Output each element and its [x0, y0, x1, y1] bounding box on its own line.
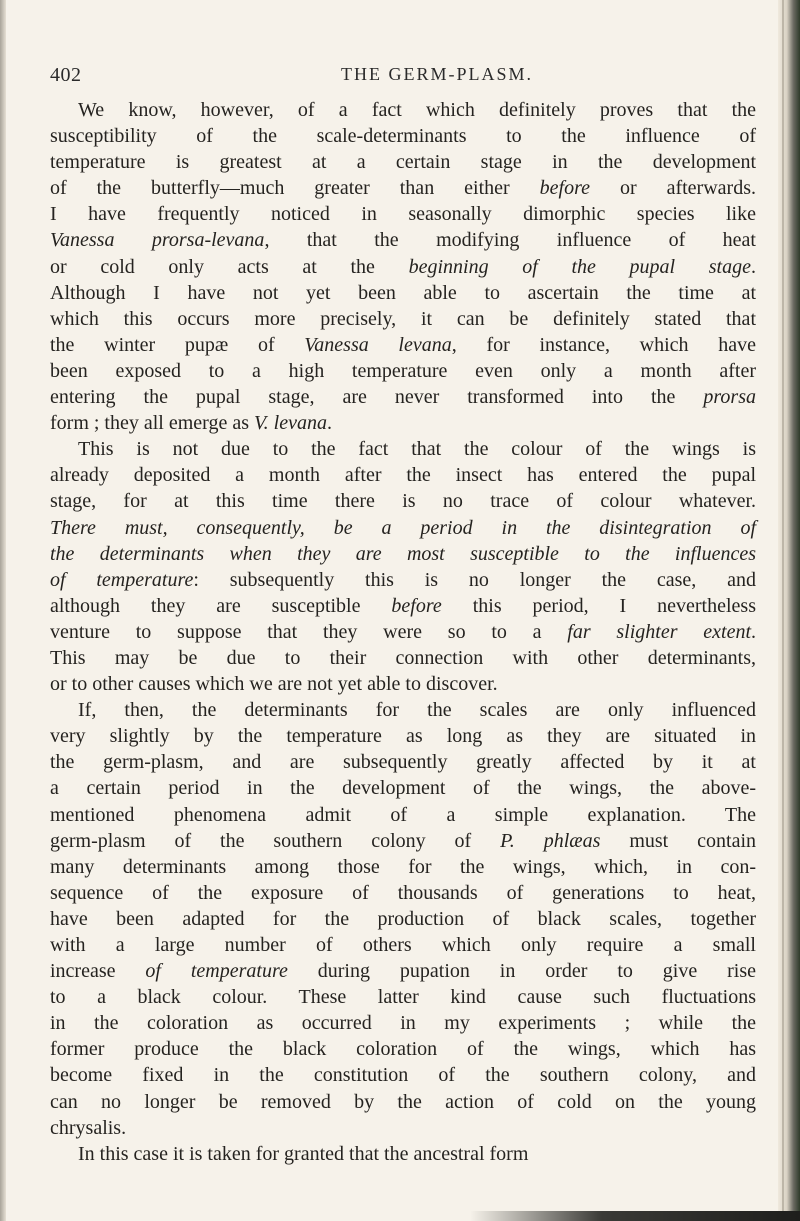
- text-line: Vanessa prorsa-levana, that the modifying influence of heat: [50, 229, 756, 252]
- paragraph: [50, 697, 756, 1141]
- text-line: increase of temperature during pupation in order to give rise: [50, 960, 756, 983]
- text-line: can no longer be removed by the action of cold on the young: [50, 1090, 756, 1113]
- text-line: form ; they all emerge as V. levana.: [50, 412, 332, 435]
- text-line: been exposed to a high temperature even only a month after: [50, 359, 756, 382]
- text-line: a certain period in the development of the wings, the above-: [50, 777, 756, 800]
- text-line: entering the pupal stage, are never transformed into the prorsa: [50, 386, 756, 409]
- text-line: the germ-plasm, and are subsequently greatly affected by it at: [50, 751, 756, 774]
- text-line: temperature is greatest at a certain stage in the development: [50, 151, 756, 174]
- text-line: very slightly by the temperature as long as they are situated in: [50, 725, 756, 748]
- page-number: 402: [50, 64, 82, 86]
- paragraph: [50, 1141, 756, 1167]
- text-line: have been adapted for the production of black scales, together: [50, 907, 756, 930]
- paragraph: [50, 436, 756, 697]
- text-line: Although I have not yet been able to ascertain the time at: [50, 281, 756, 304]
- text-line: to a black colour. These latter kind cause such fluctuations: [50, 986, 756, 1009]
- text-line: or to other causes which we are not yet able to discover.: [50, 673, 498, 696]
- page-left-edge: [0, 0, 6, 1221]
- text-line: This may be due to their connection with other determinants,: [50, 646, 756, 669]
- text-line: with a large number of others which only require a small: [50, 934, 756, 956]
- text-line: If, then, the determinants for the scales are only influenced: [78, 699, 756, 722]
- text-line: the determinants when they are most susceptible to the influences: [50, 542, 756, 565]
- text-line: This is not due to the fact that the colour of the wings is: [78, 438, 756, 461]
- text-line: become fixed in the constitution of the southern colony, and: [50, 1064, 756, 1087]
- body-text: [50, 97, 756, 1167]
- text-line: venture to suppose that they were so to a far slighter extent.: [50, 620, 757, 643]
- text-line: germ-plasm of the southern colony of P. phlæas must contain: [50, 829, 757, 852]
- paragraph: [50, 97, 756, 436]
- text-line: in the coloration as occurred in my experiments ; while the: [50, 1012, 756, 1035]
- page-bottom-curl: [470, 1211, 800, 1221]
- text-line: already deposited a month after the insect has entered the pupal: [50, 464, 756, 487]
- text-line: In this case it is taken for granted that the ancestral form: [78, 1142, 529, 1165]
- text-line: susceptibility of the scale-determinants to the influence of: [50, 125, 756, 148]
- text-line: many determinants among those for the wings, which, in con-: [50, 855, 756, 878]
- text-line: or cold only acts at the beginning of the pupal stage.: [50, 255, 756, 278]
- running-head: [50, 64, 750, 94]
- text-line: chrysalis.: [50, 1116, 127, 1139]
- text-line: although they are susceptible before this period, I nevertheless: [50, 594, 756, 617]
- text-line: We know, however, of a fact which definitely proves that the: [78, 99, 756, 121]
- text-line: of the butterfly—much greater than either before or afterwards.: [50, 177, 756, 200]
- text-line: former produce the black coloration of the wings, which has: [50, 1038, 756, 1061]
- text-line: sequence of the exposure of thousands of generations to heat,: [50, 881, 756, 904]
- book-spine-line: [782, 0, 784, 1221]
- running-title: THE GERM-PLASM.: [341, 64, 534, 84]
- text-line: which this occurs more precisely, it can be definitely stated that: [50, 307, 756, 330]
- text-line: of temperature: subsequently this is no longer the case, and: [50, 568, 756, 591]
- text-line: I have frequently noticed in seasonally dimorphic species like: [50, 203, 756, 226]
- text-line: the winter pupæ of Vanessa levana, for instance, which have: [50, 333, 756, 356]
- text-line: stage, for at this time there is no trace of colour whatever.: [50, 490, 756, 513]
- text-line: mentioned phenomena admit of a simple explanation. The: [50, 803, 756, 826]
- text-line: There must, consequently, be a period in the disintegration of: [50, 516, 756, 539]
